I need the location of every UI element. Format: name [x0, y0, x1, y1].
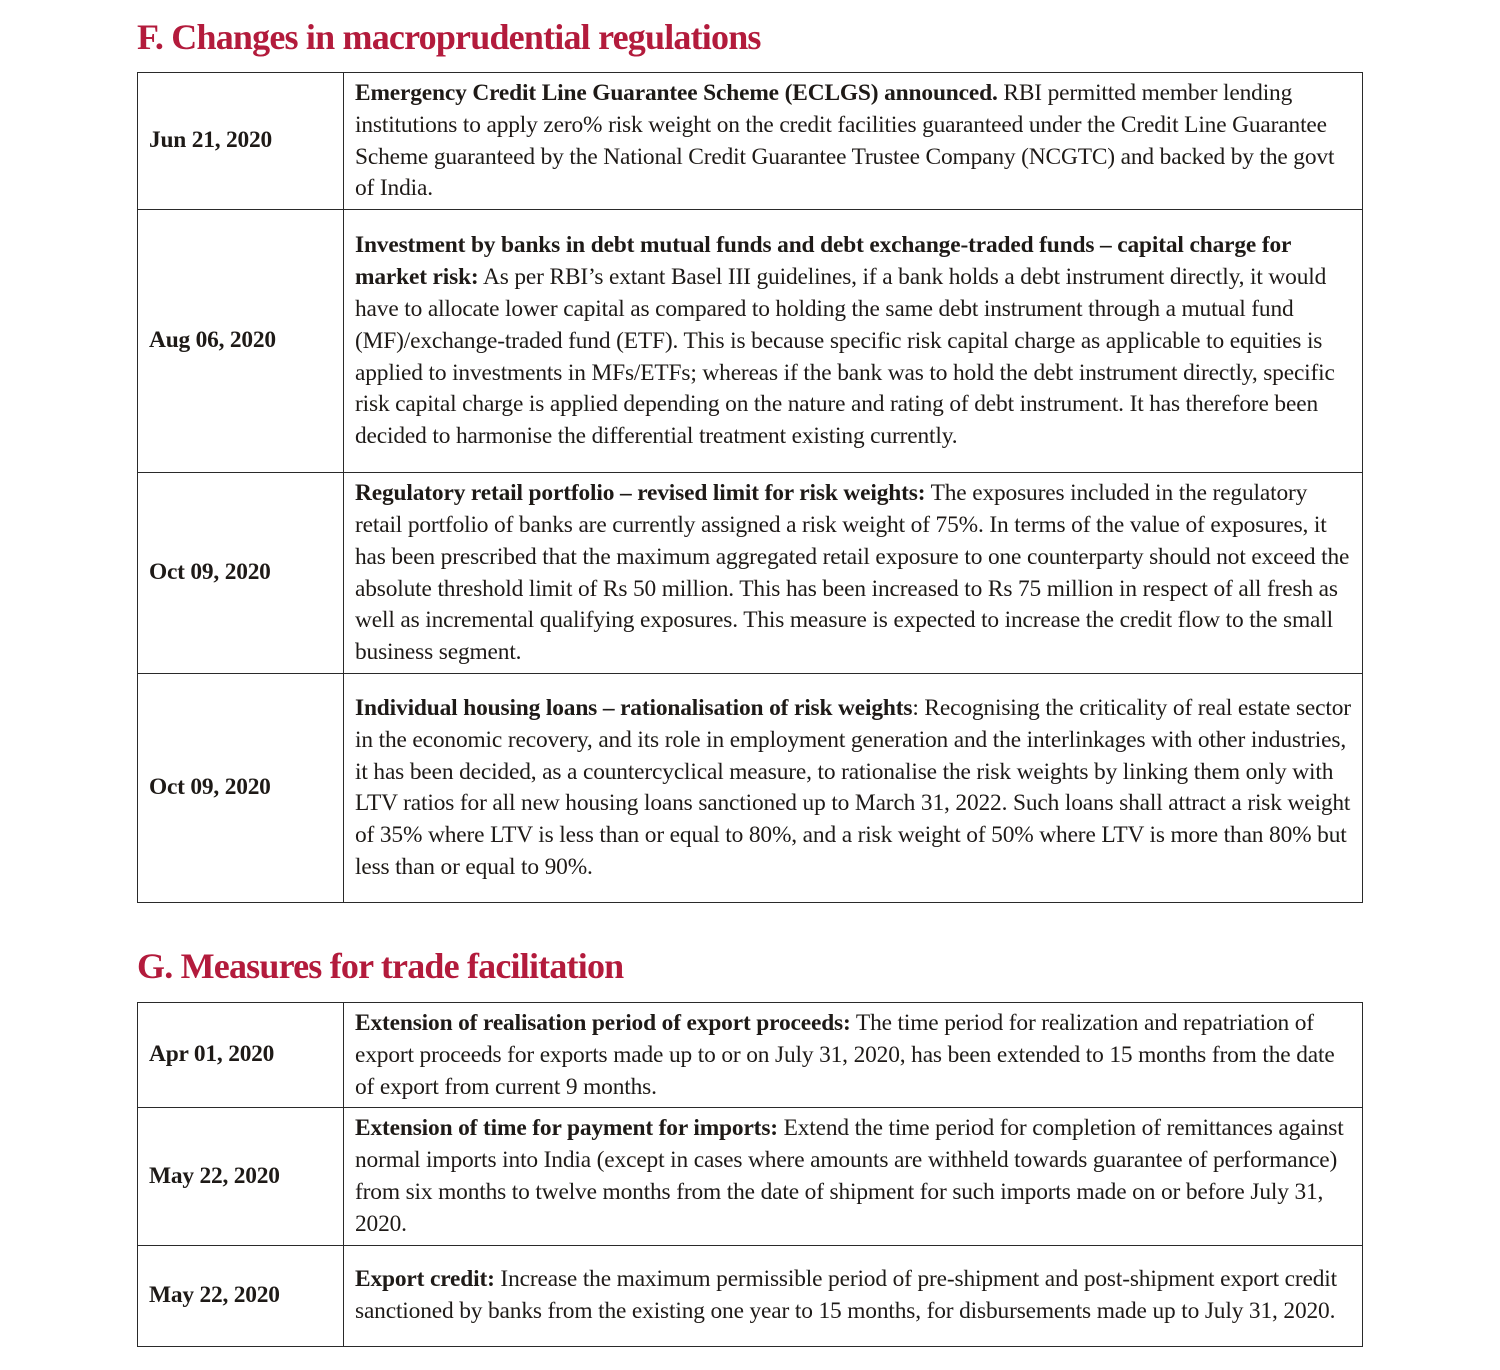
- table-row: [138, 1003, 1363, 1108]
- table-row: [138, 473, 1363, 674]
- macroprudential-regulations-table: [137, 72, 1363, 903]
- section-title-macroprudential: F. Changes in macroprudential regulations: [137, 17, 761, 57]
- date-cell: Apr 01, 2020: [138, 1003, 344, 1108]
- date-cell: May 22, 2020: [138, 1245, 344, 1346]
- description-cell: [344, 1108, 1363, 1245]
- measure-heading: Export credit:: [355, 1266, 495, 1293]
- section-title-trade-facilitation: G. Measures for trade facilitation: [137, 946, 624, 986]
- description-cell: [344, 73, 1363, 210]
- measure-body: The time period for realization and repatriation of export proceeds for exports made up to or on July 31, 2020, has been extended to 15 months from the date of export from current 9 months.: [355, 1010, 1335, 1100]
- date-cell: Jun 21, 2020: [138, 73, 344, 210]
- description-cell: [344, 210, 1363, 473]
- measure-heading: Extension of realisation period of export proceeds:: [355, 1010, 851, 1036]
- description-cell: [344, 1245, 1363, 1346]
- measure-body: RBI permitted member lending institutions to apply zero% risk weight on the credit facilities guaranteed under the Credit Line Guarantee Scheme guaranteed by the National Credit Guarantee Trustee Company (NCGTC) and backed by the govt of India.: [355, 80, 1335, 202]
- measure-body: : Recognising the criticality of real estate sector in the economic recovery, and its role in employment generation and the interlinkages with other industries, it has been decided, as a countercyclical measure, to rationalise the risk weights by linking them only with LTV ratios for all new housing loans sanctioned up to March 31, 2022. Such loans shall attract a risk weight of 35% where LTV is less than or equal to 80%, and a risk weight of 50% where LTV is more than 80% but less than or equal to 90%.: [355, 695, 1351, 881]
- table-row: [138, 1245, 1363, 1346]
- date-cell: Oct 09, 2020: [138, 673, 344, 902]
- table-row: [138, 673, 1363, 902]
- measure-heading: Emergency Credit Line Guarantee Scheme (ECLGS) announced.: [355, 80, 998, 106]
- description-cell: [344, 673, 1363, 902]
- measure-heading: Regulatory retail portfolio – revised limit for risk weights:: [355, 480, 926, 507]
- measure-heading: Individual housing loans – rationalisation of risk weights: [355, 695, 913, 722]
- table-row: [138, 210, 1363, 473]
- measure-body: As per RBI’s extant Basel III guidelines, if a bank holds a debt instrument directly, it would have to allocate lower capital as compared to holding the same debt instrument through a mutual fund (MF)/exchange-traded fund (ETF). This is because specific risk capital charge as applicable to equities is applied to investments in MFs/ETFs; whereas if the bank was to hold the debt instrument directly, specific risk capital charge is applied depending on the nature and rating of debt instrument. It has therefore been decided to harmonise the differential treatment existing currently.: [355, 264, 1335, 450]
- date-cell: Aug 06, 2020: [138, 210, 344, 473]
- measure-body: Increase the maximum permissible period of pre-shipment and post-shipment export credit sanctioned by banks from the existing one year to 15 months, for disbursements made up to July 31, 2020.: [355, 1266, 1338, 1325]
- table-row: [138, 73, 1363, 210]
- measure-heading: Extension of time for payment for imports:: [355, 1115, 778, 1142]
- date-cell: May 22, 2020: [138, 1108, 344, 1245]
- measure-body: Extend the time period for completion of remittances against normal imports into India (except in cases where amounts are withheld towards guarantee of performance) from six months to twelve months from the date of shipment for such imports made on or before July 31, 2020.: [355, 1115, 1344, 1237]
- table-row: [138, 1108, 1363, 1245]
- measure-body: The exposures included in the regulatory retail portfolio of banks are currently assigned a risk weight of 75%. In terms of the value of exposures, it has been prescribed that the maximum aggregated retail exposure to one counterparty should not exceed the absolute threshold limit of Rs 50 million. This has been increased to Rs 75 million in respect of all fresh as well as incremental qualifying exposures. This measure is expected to increase the credit flow to the small business segment.: [355, 480, 1350, 666]
- measure-heading: Investment by banks in debt mutual funds and debt exchange-traded funds – capital charge for market risk:: [355, 232, 1291, 291]
- trade-facilitation-table: [137, 1002, 1363, 1347]
- description-cell: [344, 1003, 1363, 1108]
- date-cell: Oct 09, 2020: [138, 473, 344, 674]
- description-cell: [344, 473, 1363, 674]
